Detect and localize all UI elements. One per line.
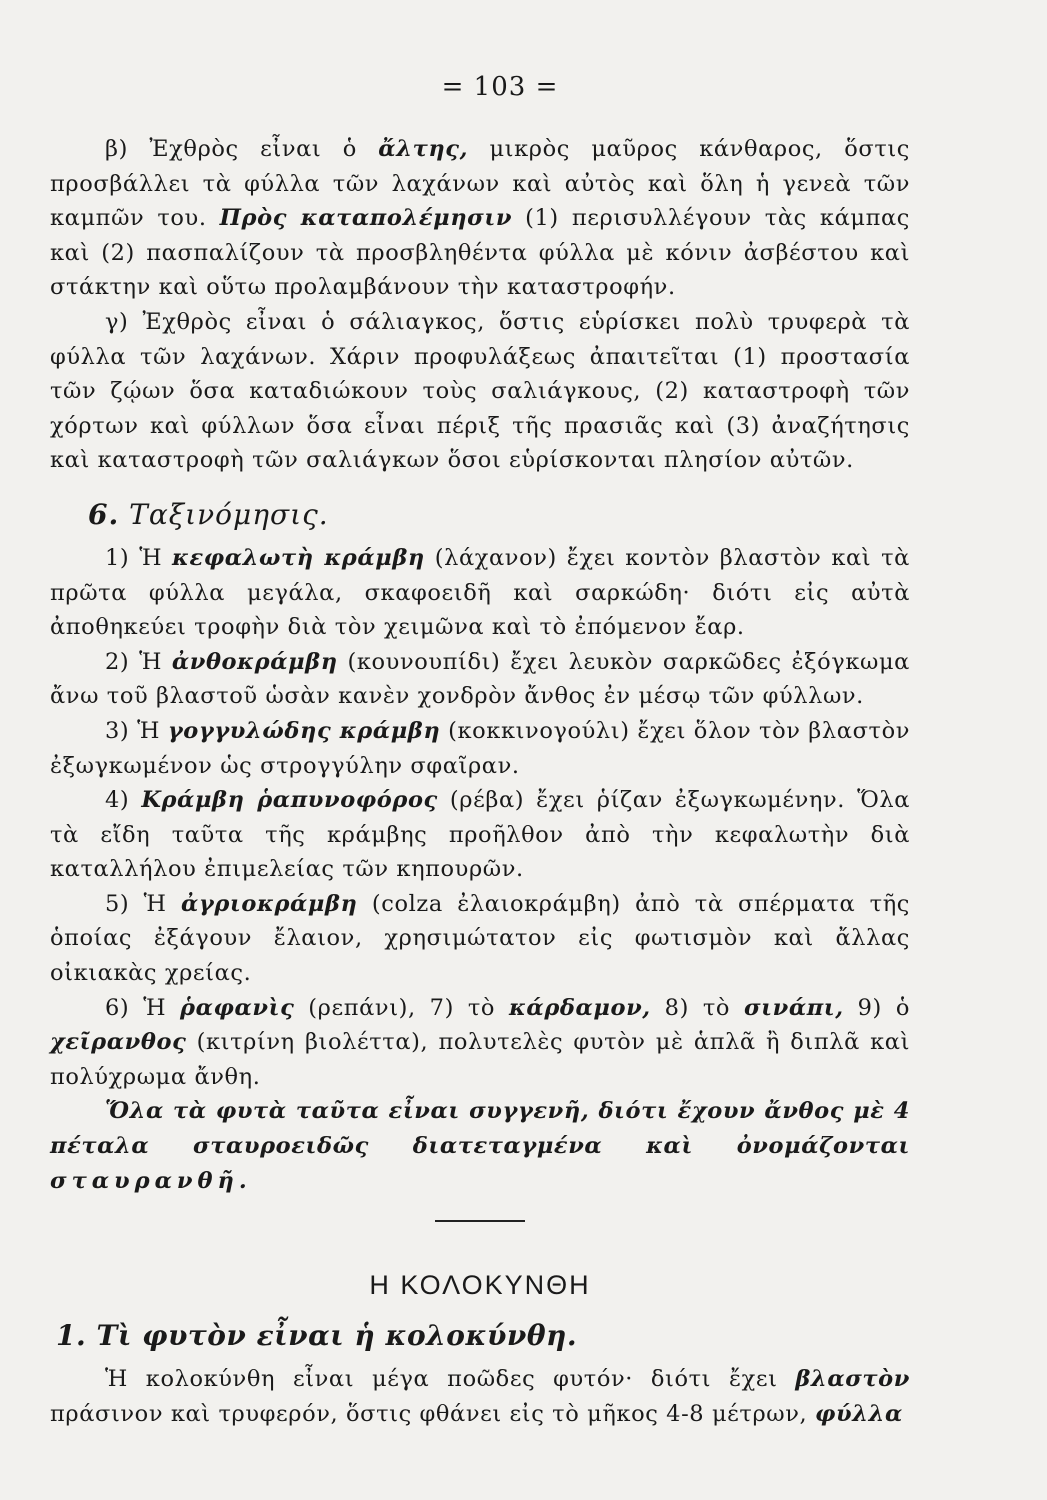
paragraph-gamma: γ) Ἐχθρὸς εἶναι ὁ σάλιαγκος, ὅστις εὑρίσκει πολὺ τρυφερὰ τὰ φύλλα τῶν λαχάνων. Χάριν προφυλάξεως ἀπαιτεῖται (1) προστασία τῶν ζῴων ὅσα καταδιώκουν τοὺς σαλιάγκους, (2) καταστροφὴ τῶν χόρτων καὶ φύλλων ὅσα εἶναι πέριξ τῆς πρασιᾶς καὶ (3) ἀναζήτησις καὶ καταστροφὴ τῶν σαλιάγκων ὅσοι εὑρίσκονται πλησίον αὐτῶν. bbox=[50, 308, 910, 474]
term-combat: Πρὸς καταπολέμησιν bbox=[219, 205, 513, 232]
paragraph-kolokynthi: Ἡ κολοκύνθη εἶναι μέγα ποῶδες φυτόν· διότι ἔχει βλαστὸν πράσινον καὶ τρυφερόν, ὅστις φθάνει εἰς τὸ μῆκος 4-8 μέτρων, φύλλα bbox=[50, 1366, 910, 1427]
list-item: 4) Κράμβη ῥαπυνοφόρος (ρέβα) ἔχει ῥίζαν ἐξωγκωμένην. Ὅλα τὰ εἴδη ταῦτα τῆς κράμβης προῆλθον ἀπὸ τὴν κεφαλωτὴν διὰ καταλλήλου ἐπιμελείας τῶν κηπουρῶν. bbox=[50, 787, 911, 883]
list-item: 2) Ἡ ἀνθοκράμβη (κουνουπίδι) ἔχει λευκὸν σαρκῶδες ἐξόγκωμα ἄνω τοῦ βλαστοῦ ὡσὰν κανὲν χονδρὸν ἄνθος ἐν μέσῳ τῶν φύλλων. bbox=[50, 648, 910, 710]
term-altis: ἄλτης, bbox=[378, 136, 469, 162]
list-item: 3) Ἡ γογγυλώδης κράμβη (κοκκινογούλι) ἔχει ὅλον τὸν βλαστὸν ἐξωγκωμένον ὡς στρογγύλην σφαῖραν. bbox=[50, 717, 911, 779]
closing-statement: Ὅλα τὰ φυτὰ ταῦτα εἶναι συγγενῆ, διότι ἔχουν ἄνθος μὲ 4 πέταλα σταυροειδῶς διατεταγμένα καὶ ὀνομάζονται σταυρανθῆ. bbox=[50, 1098, 910, 1194]
list-item: 5) Ἡ ἀγριοκράμβη (colza ἐλαιοκράμβη) ἀπὸ τὰ σπέρματα τῆς ὁποίας ἐξάγουν ἔλαιον, χρησιμώτατον εἰς φωτισμὸν καὶ ἄλλας οἰκιακὰς χρείας. bbox=[50, 890, 910, 987]
divider bbox=[435, 1220, 525, 1222]
book-page bbox=[50, 72, 910, 1431]
page-number: = 103 = bbox=[441, 72, 559, 102]
list-item: 1) Ἡ κεφαλωτὴ κράμβη (λάχανον) ἔχει κοντὸν βλαστὸν καὶ τὰ πρῶτα φύλλα μεγάλα, σκαφοειδῆ καὶ σαρκώδη· διότι εἰς αὐτὰ ἀποθηκεύει τροφὴν διὰ τὸν χειμῶνα καὶ τὸ ἐπόμενον ἔαρ. bbox=[50, 544, 910, 641]
section-6-heading: 6. Ταξινόμησις. bbox=[88, 497, 329, 531]
sub-heading: 1. Τὶ φυτὸν εἶναι ἡ κολοκύνθη. bbox=[56, 1319, 578, 1353]
paragraph-beta: β) Ἐχθρὸς εἶναι ὁ ἄλτης, μικρὸς μαῦρος κάνθαρος, ὅστις προσβάλλει τὰ φύλλα τῶν λαχάνων καὶ αὐτὸς καὶ ὅλη ἡ γενεὰ τῶν καμπῶν του. Πρὸς καταπολέμησιν (1) περισυλλέγουν τὰς κάμπας καὶ (2) πασπαλίζουν τὰ προσβληθέντα φύλλα μὲ κόνιν ἀσβέστου καὶ στάκτην καὶ οὕτω προλαμβάνουν τὴν καταστροφήν. bbox=[50, 136, 910, 301]
list-item-6-9: 6) Ἡ ῥαφανὶς (ρεπάνι), 7) τὸ κάρδαμον, 8) τὸ σινάπι, 9) ὁ χεῖρανθος (κιτρίνη βιολέττα), πολυτελὲς φυτὸν μὲ ἁπλᾶ ἢ διπλᾶ καὶ πολύχρωμα ἄνθη. bbox=[50, 994, 910, 1090]
chapter-title: Η ΚΟΛΟΚΥΝΘΗ bbox=[369, 1270, 591, 1301]
